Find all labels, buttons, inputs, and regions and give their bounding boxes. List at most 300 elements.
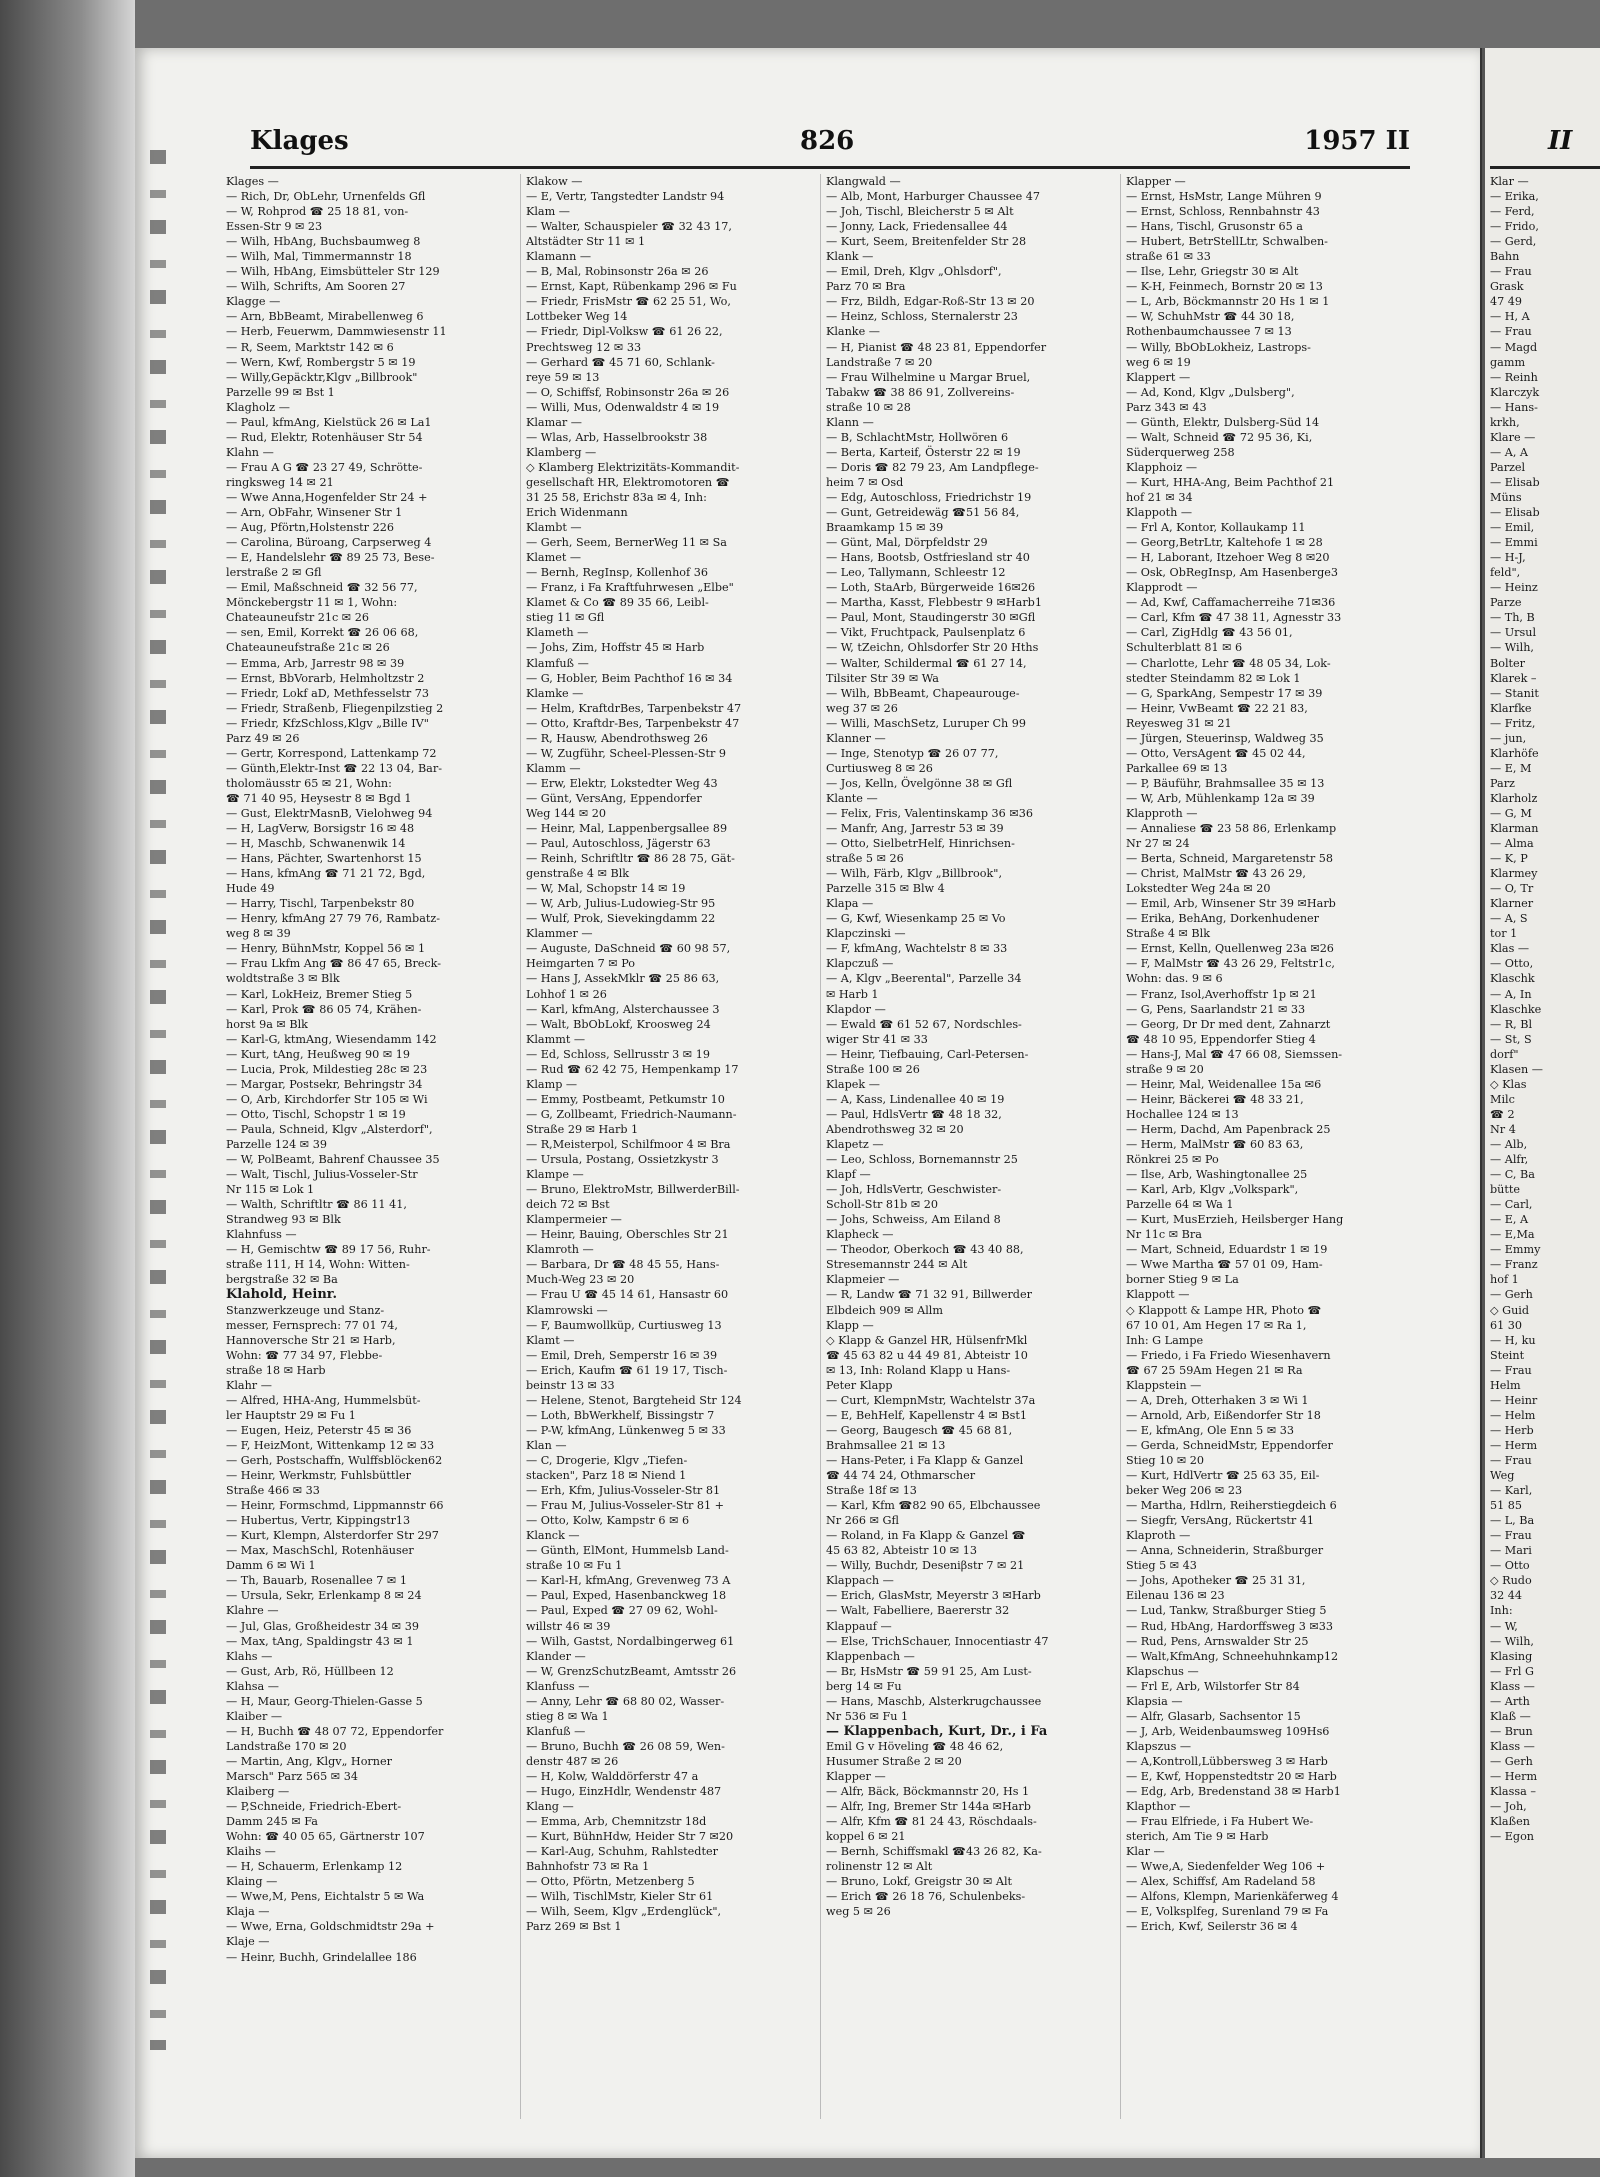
directory-entry-line: Lohhof 1 ✉ 26 [526,987,607,1001]
directory-entry-line: Klanck — [526,1529,580,1543]
directory-entry-line: — Erich, GlasMstr, Meyerstr 3 ✉Harb [826,1589,1041,1603]
directory-entry-line: — Friedr, Straßenb, Fliegenpilzstieg 2 [226,701,444,715]
page-header [250,126,1410,169]
directory-entry-line: Much-Weg 23 ✉ 20 [526,1273,635,1287]
directory-entry-line: — Edg, Autoschloss, Friedrichstr 19 [826,490,1032,504]
directory-entry-line: — Kurt, Seem, Breitenfelder Str 28 [826,235,1027,249]
directory-entry-line: — Carl, ZigHdlg ☎ 43 56 01, [1126,626,1293,640]
directory-entry-line: — Wulf, Prok, Sievekingdamm 22 [526,912,716,926]
directory-entry-line: — Frau Lkfm Ang ☎ 86 47 65, Breck- [226,957,442,971]
directory-entry-line: ☎ 44 74 24, Othmarscher [826,1469,976,1483]
directory-entry-line: straße 5 ✉ 26 [826,852,904,866]
directory-entry-line: Schulterblatt 81 ✉ 6 [1126,641,1243,655]
directory-entry-line: — Walt, Tischl, Julius-Vosseler-Str [226,1168,418,1182]
directory-entry-line: Bahnhofstr 73 ✉ Ra 1 [526,1860,650,1874]
directory-entry-line: — Friedr, KfzSchloss,Klgv „Bille IV" [226,716,429,730]
directory-entry-line: 31 25 58, Erichstr 83a ✉ 4, Inh: [526,490,707,504]
directory-entry-line: — Hubert, BetrStellLtr, Schwalben- [1126,235,1328,249]
directory-entry-line: — Martin, Ang, Klgv„ Horner [226,1754,392,1768]
directory-entry-line: Klappstein — [1126,1378,1202,1392]
directory-entry-line: Erich Widenmann [526,506,628,520]
directory-entry-line: Husumer Straße 2 ✉ 20 [826,1754,962,1768]
directory-entry-line: Wohn: ☎ 40 05 65, Gärtnerstr 107 [226,1830,425,1844]
directory-entry-line: — Helene, Stenot, Bargteheid Str 124 [526,1393,742,1407]
directory-entry-line: — F, MalMstr ☎ 43 26 29, Feltstr1c, [1126,957,1335,971]
directory-entry-line: — Jul, Glas, Großheidestr 34 ✉ 39 [226,1619,419,1633]
facing-page-entry-line: — Alma [1490,837,1534,851]
directory-entry-line: — Paul, kfmAng, Kielstück 26 ✉ La1 [226,415,432,429]
facing-page-entry-line: — E,Ma [1490,1228,1535,1242]
directory-entry-line: Klapthor — [1126,1800,1191,1814]
directory-entry-line: — Günth,Elektr-Inst ☎ 22 13 04, Bar- [226,761,442,775]
directory-entry-line: — Christ, MalMstr ☎ 43 26 29, [1126,867,1306,881]
directory-entry-line: — Hugo, EinzHdlr, Wendenstr 487 [526,1785,722,1799]
directory-entry-line: — Roland, in Fa Klapp & Ganzel ☎ [826,1529,1026,1543]
facing-page-entry-line: — Carl, [1490,1198,1533,1212]
facing-page-entry-line: gamm [1490,355,1526,369]
directory-entry-line: — Frau Elfriede, i Fa Hubert We- [1126,1815,1314,1829]
directory-entry-line: — Wwe,M, Pens, Eichtalstr 5 ✉ Wa [226,1890,425,1904]
directory-entry-line: Straße 29 ✉ Harb 1 [526,1122,639,1136]
facing-page-entry-line: Klarmey [1490,867,1538,881]
directory-entry-line: Klappenbach — [826,1649,915,1663]
facing-page-entry-line: dorf" [1490,1047,1519,1061]
facing-page-entry-line: — Herb [1490,1423,1534,1437]
facing-page-entry-line: Klassa – [1490,1785,1536,1799]
directory-entry-line: ler Hauptstr 29 ✉ Fu 1 [226,1408,356,1422]
directory-entry-line: — Otto, Kraftdr-Bes, Tarpenbekstr 47 [526,716,740,730]
facing-page-entry-line: Klass — [1490,1679,1535,1693]
directory-entry-line: Hochallee 124 ✉ 13 [1126,1107,1239,1121]
directory-entry-line: Klaje — [226,1935,270,1949]
directory-entry-line: — Manfr, Ang, Jarrestr 53 ✉ 39 [826,822,1004,836]
directory-entry-line: Landstraße 170 ✉ 20 [226,1739,347,1753]
facing-page-entry-line: 61 30 [1490,1318,1523,1332]
facing-page-entry-line: ◇ Klas [1490,1077,1527,1091]
directory-entry-line: — P,Schneide, Friedrich-Ebert- [226,1800,402,1814]
directory-entry-line: Klank — [826,250,874,264]
directory-column-3 [826,174,1114,2119]
directory-entry-line: — Anny, Lehr ☎ 68 80 02, Wasser- [526,1694,725,1708]
directory-entry-line: — Kurt, Klempn, Alsterdorfer Str 297 [226,1529,439,1543]
directory-entry-line: ◇ Klamberg Elektrizitäts-Kommandit- [526,460,740,474]
directory-entry-line: — Frl E, Arb, Wilstorfer Str 84 [1126,1679,1300,1693]
directory-entry-line: — Bruno, Lokf, Greigstr 30 ✉ Alt [826,1875,1013,1889]
directory-entry-line: Klamar — [526,415,582,429]
directory-entry-line: — Helm, KraftdrBes, Tarpenbekstr 47 [526,701,742,715]
facing-page-entry-line: Klaschk [1490,972,1535,986]
scan-background-left [0,0,135,2177]
directory-entry-line: Damm 245 ✉ Fa [226,1815,318,1829]
directory-entry-line: messer, Fernsprech: 77 01 74, [226,1318,398,1332]
facing-page-entry-line: bütte [1490,1183,1520,1197]
directory-entry-line: — Else, TrichSchauer, Innocentiastr 47 [826,1634,1049,1648]
directory-entry-line: — B, Mal, Robinsonstr 26a ✉ 26 [526,265,709,279]
directory-entry-line: Lokstedter Weg 24a ✉ 20 [1126,882,1271,896]
facing-page-entry-line: Klaß — [1490,1709,1531,1723]
directory-entry-line: — Jürgen, Steuerinsp, Waldweg 35 [1126,731,1324,745]
facing-page-entry-line: 32 44 [1490,1589,1523,1603]
directory-entry-line: — Walter, Schildermal ☎ 61 27 14, [826,656,1027,670]
directory-entry-line: — Ernst, Kapt, Rübenkamp 296 ✉ Fu [526,280,737,294]
directory-entry-line: bergstraße 32 ✉ Ba [226,1273,338,1287]
directory-entry-line: Klapczinski — [826,927,906,941]
directory-entry-line: — Otto, VersAgent ☎ 45 02 44, [1126,746,1306,760]
facing-page-entry-line: — E, A [1490,1213,1529,1227]
facing-page-entry-line: — A, In [1490,987,1532,1001]
directory-entry-line: Parz 70 ✉ Bra [826,280,906,294]
directory-entry-line: weg 6 ✉ 19 [1126,355,1191,369]
directory-entry-line: Elbdeich 909 ✉ Allm [826,1303,943,1317]
directory-entry-line: Klaihs — [226,1845,276,1859]
directory-entry-line: — Herm, MalMstr ☎ 60 83 63, [1126,1138,1304,1151]
directory-entry-line: — Ernst, BbVorarb, Helmholtzstr 2 [226,671,425,685]
directory-entry-line: Heimgarten 7 ✉ Po [526,957,636,971]
directory-entry-line: Straße 100 ✉ 26 [826,1062,920,1076]
directory-entry-line: — Wwe, Erna, Goldschmidtstr 29a + [226,1920,435,1934]
directory-entry-line: — Paul, Autoschloss, Jägerstr 63 [526,837,711,851]
facing-page-entry-line: — K, P [1490,852,1528,866]
facing-page-entry-line: — St, S [1490,1032,1532,1046]
facing-page-entry-line: — W, [1490,1619,1518,1633]
directory-entry-line: Klang — [526,1800,574,1814]
facing-page-entry-line: — R, Bl [1490,1017,1533,1031]
directory-entry-line: — Wlas, Arb, Hasselbrookstr 38 [526,430,708,444]
directory-entry-line: — Heinr, Tiefbauing, Carl-Petersen- [826,1047,1029,1061]
facing-page-entry-line: Weg [1490,1469,1515,1483]
directory-entry-line: — Wilh, BbBeamt, Chapeaurouge- [826,686,1020,700]
directory-entry-line: — Hubertus, Vertr, Kippingstr13 [226,1514,411,1528]
directory-entry-line: — Emma, Arb, Chemnitzstr 18d [526,1815,707,1829]
directory-entry-line: — Mart, Schneid, Eduardstr 1 ✉ 19 [1126,1243,1328,1257]
directory-entry-line: denstr 487 ✉ 26 [526,1754,619,1768]
facing-page-entry-line: ◇ Guid [1490,1303,1530,1317]
directory-entry-line: — Heinz, Schloss, Sternalerstr 23 [826,310,1018,324]
facing-page-entry-line: — H, A [1490,310,1530,324]
facing-page-entry-line: Bolter [1490,656,1525,670]
directory-entry-line: Klander — [526,1649,586,1663]
directory-entry-line: — Lucia, Prok, Mildestieg 28c ✉ 23 [226,1062,428,1076]
directory-entry-line: — Friedo, i Fa Friedo Wiesenhavern [1126,1348,1331,1362]
directory-entry-line: — K-H, Feinmech, Bornstr 20 ✉ 13 [1126,280,1323,294]
directory-entry-line: — H, Maschb, Schwanenwik 14 [226,837,406,851]
directory-entry-line: — Wilh, Schrifts, Am Sooren 27 [226,280,406,294]
directory-entry-line: — Wwe Martha ☎ 57 01 09, Ham- [1126,1258,1323,1272]
directory-entry-line: — Kurt, BühnHdw, Heider Str 7 ✉20 [526,1830,734,1844]
directory-entry-line: Klapszus — [1126,1739,1192,1753]
directory-entry-line: — Charlotte, Lehr ☎ 48 05 34, Lok- [1126,656,1331,670]
facing-page-entry-line: Klasen — [1490,1062,1543,1076]
directory-entry-line: Klapheck — [826,1228,894,1242]
facing-page-entry-line: — C, Ba [1490,1168,1535,1182]
directory-entry-line: — A, Klgv „Beerental", Parzelle 34 [826,972,1022,986]
directory-entry-line: reye 59 ✉ 13 [526,370,600,384]
directory-entry-line: deich 72 ✉ Bst [526,1198,610,1212]
directory-entry-line: — Johs, Zim, Hoffstr 45 ✉ Harb [526,641,705,655]
facing-page-entry-line: Klas — [1490,942,1530,956]
directory-entry-line: ☎ 48 10 95, Eppendorfer Stieg 4 [1126,1032,1316,1046]
directory-entry-line: — Willy, Buchdr, Deseniβstr 7 ✉ 21 [826,1559,1025,1573]
directory-entry-line: Klaing — [226,1875,278,1889]
directory-entry-line: woldtstraße 3 ✉ Blk [226,972,340,986]
directory-entry-line: Klamke — [526,686,584,700]
directory-entry-line: — Heinr, Mal, Lappenbergsallee 89 [526,822,728,836]
directory-entry-line: — Günth, Elektr, Dulsberg-Süd 14 [1126,415,1320,429]
directory-entry-line: — Frau M, Julius-Vosseler-Str 81 + [526,1499,725,1513]
directory-entry-line: — W, Arb, Mühlenkamp 12a ✉ 39 [1126,791,1315,805]
directory-entry-line: Klappott — [1126,1288,1190,1302]
facing-page-column [1490,174,1600,2119]
directory-entry-line: — Osk, ObRegInsp, Am Hasenberge3 [1126,566,1338,580]
directory-entry-line: stieg 11 ✉ Gfl [526,611,605,625]
facing-page-entry-line: ☎ 2 [1490,1107,1515,1121]
directory-entry-line: — Erw, Elektr, Lokstedter Weg 43 [526,776,718,790]
directory-entry-line: — Erich ☎ 26 18 76, Schulenbeks- [826,1890,1026,1904]
directory-entry-line: — Alex, Schiffsf, Am Radeland 58 [1126,1875,1316,1889]
directory-entry-line: — Alfr, Kfm ☎ 81 24 43, Röschdaals- [826,1815,1037,1829]
directory-entry-line: — Gerh, Seem, BernerWeg 11 ✉ Sa [526,536,727,550]
directory-entry-line: — O, Schiffsf, Robinsonstr 26a ✉ 26 [526,385,730,399]
directory-entry-line: Klambt — [526,521,582,535]
directory-entry-line: horst 9a ✉ Blk [226,1017,308,1031]
directory-entry-line: — Emma, Arb, Jarrestr 98 ✉ 39 [226,656,405,670]
column-divider [820,174,821,2119]
facing-page-entry-line: — Gerd, [1490,235,1537,249]
directory-entry-line: — J, Arb, Weidenbaumsweg 109Hs6 [1126,1724,1330,1738]
directory-entry-line: — Berta, Schneid, Margaretenstr 58 [1126,852,1333,866]
directory-entry-line: Klahnfuss — [226,1228,297,1242]
directory-entry-line: — Hans, Maschb, Alsterkrugchaussee [826,1694,1042,1708]
directory-entry-line: ◇ Klappott & Lampe HR, Photo ☎ [1126,1303,1322,1317]
directory-entry-line: — Erika, BehAng, Dorkenhudener [1126,912,1320,926]
directory-entry-line: — Arn, ObFahr, Winsener Str 1 [226,506,403,520]
facing-page-entry-line: Klass — [1490,1739,1535,1753]
directory-entry-line: Klann — [826,415,874,429]
facing-page-entry-line: Bahn [1490,250,1520,264]
directory-entry-line: — Günt, Mal, Dörpfeldstr 29 [826,536,988,550]
directory-entry-line: koppel 6 ✉ 21 [826,1830,906,1844]
directory-entry-line: — W, Rohprod ☎ 25 18 81, von- [226,205,409,219]
facing-page-entry-line: — Frau [1490,325,1532,339]
directory-entry-line: Nr 115 ✉ Lok 1 [226,1183,315,1197]
directory-entry-line: — Siegfr, VersAng, Rückertstr 41 [1126,1514,1314,1528]
directory-entry-line: — W, PolBeamt, Bahrenf Chaussee 35 [226,1153,440,1167]
directory-entry-line: straße 18 ✉ Harb [226,1363,326,1377]
binding-edge [150,150,166,2050]
directory-entry-line: Klagge — [226,295,281,309]
directory-entry-line: 67 10 01, Am Hegen 17 ✉ Ra 1, [1126,1318,1307,1332]
directory-entry-line: — Wilh, Gastst, Nordalbingerweg 61 [526,1634,735,1648]
facing-page-entry-line: — Ferd, [1490,205,1535,219]
directory-entry-line: — Auguste, DaSchneid ☎ 60 98 57, [526,942,731,956]
directory-entry-line: — Kurt, HdlVertr ☎ 25 63 35, Eil- [1126,1469,1320,1483]
directory-entry-line: 45 63 82, Abteistr 10 ✉ 13 [826,1544,977,1558]
directory-entry-line: — H, Schauerm, Erlenkamp 12 [226,1860,403,1874]
directory-entry-line: — H, Laborant, Itzehoer Weg 8 ✉20 [1126,551,1330,565]
directory-entry-line: — Arnold, Arb, Eißendorfer Str 18 [1126,1408,1321,1422]
directory-entry-line: Süderquerweg 258 [1126,445,1235,459]
facing-page-entry-line: — Otto [1490,1559,1530,1573]
directory-entry-line: — Karl, LokHeiz, Bremer Stieg 5 [226,987,413,1001]
directory-entry-line: — Wilh, HbAng, Buchsbaumweg 8 [226,235,421,249]
directory-entry-line: Klamroth — [526,1243,594,1257]
directory-entry-line: — Max, MaschSchl, Rotenhäuser [226,1544,414,1558]
directory-entry-line: rolinenstr 12 ✉ Alt [826,1860,933,1874]
directory-entry-line: beinstr 13 ✉ 33 [526,1378,615,1392]
directory-entry-line: — Otto, Kolw, Kampstr 6 ✉ 6 [526,1514,690,1528]
facing-page-entry-line: tor 1 [1490,927,1518,941]
facing-page-entry-line: krkh, [1490,415,1520,429]
directory-entry-line: — G, Pens, Saarlandstr 21 ✉ 33 [1126,1002,1306,1016]
directory-entry-line: Rönkrei 25 ✉ Po [1126,1153,1219,1167]
facing-page-entry-line: — Wilh, [1490,641,1534,655]
directory-entry-line: Chateauneufstr 21c ✉ 26 [226,611,369,625]
directory-entry-line: Klapprodt — [1126,581,1198,595]
directory-entry-line: — E, Handelslehr ☎ 89 25 73, Bese- [226,551,435,565]
facing-page-entry-line: — Hans- [1490,400,1538,414]
directory-entry-line: — P, Bäuführ, Brahmsallee 35 ✉ 13 [1126,776,1325,790]
directory-entry-line: — Gust, ElektrMasnB, Vielohweg 94 [226,806,433,820]
facing-page-entry-line: Klaschke [1490,1002,1542,1016]
directory-entry-line: weg 5 ✉ 26 [826,1905,891,1919]
directory-entry-line: — Kurt, HHA-Ang, Beim Pachthof 21 [1126,475,1335,489]
directory-entry-line: — Otto, SielbetrHelf, Hinrichsen- [826,837,1015,851]
column-divider [1120,174,1121,2119]
directory-entry-line: Klappauf — [826,1619,892,1633]
directory-entry-line: — Günt, VersAng, Eppendorfer [526,791,702,805]
directory-entry-line: — Rud, HbAng, Hardorffsweg 3 ✉33 [1126,1619,1334,1633]
directory-entry-line: — Rud, Elektr, Rotenhäuser Str 54 [226,430,423,444]
directory-entry-line: Klamp — [526,1077,578,1091]
facing-page-entry-line: — Th, B [1490,611,1535,625]
directory-entry-line: — Walt,KfmAng, Schneehuhnkamp12 [1126,1649,1339,1663]
directory-entry-line: sterich, Am Tie 9 ✉ Harb [1126,1830,1269,1844]
directory-entry-line: — G, SparkAng, Sempestr 17 ✉ 39 [1126,686,1323,700]
directory-entry-line: — W, Arb, Julius-Ludowieg-Str 95 [526,897,716,911]
directory-entry-line: Klampermeier — [526,1213,622,1227]
directory-entry-line: ◇ Klapp & Ganzel HR, HülsenfrMkl [826,1333,1028,1347]
directory-entry-line: — Frz, Bildh, Edgar-Roß-Str 13 ✉ 20 [826,295,1035,309]
directory-entry-line: Parzelle 124 ✉ 39 [226,1138,327,1151]
facing-page-entry-line: — L, Ba [1490,1514,1535,1528]
directory-entry-line: Scholl-Str 81b ✉ 20 [826,1198,938,1212]
directory-entry-line: Abendrothsweg 32 ✉ 20 [826,1122,964,1136]
facing-page-entry-line: — Heinr [1490,1393,1538,1407]
directory-entry-line: — Wilh, Seem, Klgv „Erdenglück", [526,1905,722,1919]
facing-page-entry-line: — Arth [1490,1694,1530,1708]
directory-entry-line: — Paul, Exped, Hasenbanckweg 18 [526,1589,727,1603]
directory-entry-line: — Annaliese ☎ 23 58 86, Erlenkamp [1126,822,1337,836]
directory-entry-line: Klapp — [826,1318,874,1332]
directory-entry-line: — Frau U ☎ 45 14 61, Hansastr 60 [526,1288,729,1302]
directory-entry-line: Klahre — [226,1604,279,1618]
facing-page-entry-line: — Frau [1490,1453,1532,1467]
facing-page-entry-line: — A, A [1490,445,1529,459]
directory-entry-line: — Hans-Peter, i Fa Klapp & Ganzel [826,1453,1024,1467]
directory-entry-line: Tabakw ☎ 38 86 91, Zollvereins- [826,385,1015,399]
facing-page-entry-line: Klar — [1490,175,1529,188]
facing-page-entry-line: Helm [1490,1378,1521,1392]
directory-entry-line: — Theodor, Oberkoch ☎ 43 40 88, [826,1243,1024,1257]
facing-page-entry-line: hof 1 [1490,1273,1519,1287]
directory-entry-line: Klagholz — [226,400,290,414]
directory-entry-line: — Frau Wilhelmine u Margar Bruel, [826,370,1031,384]
facing-page-entry-line: Milc [1490,1092,1515,1106]
facing-page-entry-line: Klarek – [1490,671,1537,685]
directory-entry-line: — W, tZeichn, Ohlsdorfer Str 20 Hths [826,641,1039,655]
directory-entry-line: — Bernh, Schiffsmakl ☎43 26 82, Ka- [826,1845,1042,1859]
directory-entry-line: — Herb, Feuerwm, Dammwiesenstr 11 [226,325,447,339]
directory-entry-line: — Emmy, Postbeamt, Petkumstr 10 [526,1092,725,1106]
directory-entry-line: — G, Zollbeamt, Friedrich-Naumann- [526,1107,737,1121]
directory-entry-line: — Wilh, HbAng, Eimsbütteler Str 129 [226,265,440,279]
directory-entry-line: Klamann — [526,250,592,264]
directory-entry-line: — Bernh, RegInsp, Kollenhof 36 [526,566,708,580]
directory-entry-line: — W, GrenzSchutzBeamt, Amtsstr 26 [526,1664,737,1678]
directory-entry-line: Klaja — [226,1905,270,1919]
directory-entry-line: — W, SchuhMstr ☎ 44 30 18, [1126,310,1295,324]
directory-entry-line: — Karl-H, kfmAng, Grevenweg 73 A [526,1574,731,1588]
directory-entry-line: — Heinr, Werkmstr, Fuhlsbüttler [226,1469,411,1483]
directory-column-2 [526,174,814,2119]
directory-entry-line: — E, Kwf, Hoppenstedtstr 20 ✉ Harb [1126,1769,1337,1783]
facing-page-entry-line: — Franz [1490,1258,1538,1272]
directory-entry-line: — Emil, Dreh, Klgv „Ohlsdorf", [826,265,1002,279]
directory-entry-line: — Frau A G ☎ 23 27 49, Schrötte- [226,460,423,474]
directory-entry-line: — Rud, Pens, Arnswalder Str 25 [1126,1634,1309,1648]
directory-entry-line: Klapphoiz — [1126,460,1198,474]
directory-entry-line: Klahsa — [226,1679,279,1693]
directory-entry-line: — R,Meisterpol, Schilfmoor 4 ✉ Bra [526,1138,731,1151]
directory-entry-line: — Ad, Kwf, Caffamacherreihe 71✉36 [1126,596,1336,610]
directory-entry-line: — Friedr, Lokf aD, Methfesselstr 73 [226,686,430,700]
directory-entry-line: — Loth, StaArb, Bürgerweide 16✉26 [826,581,1036,595]
directory-entry-line: — A, Dreh, Otterhaken 3 ✉ Wi 1 [1126,1393,1309,1407]
facing-page-entry-line: Parzel [1490,460,1526,474]
directory-entry-line: — Lud, Tankw, Straßburger Stieg 5 [1126,1604,1327,1618]
directory-entry-line: Straße 4 ✉ Blk [1126,927,1211,941]
directory-entry-line: — H, Gemischtw ☎ 89 17 56, Ruhr- [226,1243,431,1257]
directory-entry-line: Klaiberg — [226,1785,290,1799]
directory-entry-line: — Anna, Schneiderin, Straßburger [1126,1544,1324,1558]
facing-page-entry-line: — Heinz [1490,581,1538,595]
directory-entry-line: Mönckebergstr 11 ✉ 1, Wohn: [226,596,398,610]
directory-entry-line: Klammer — [526,927,593,941]
directory-entry-line: — Th, Bauarb, Rosenallee 7 ✉ 1 [226,1574,407,1588]
directory-entry-line: — Hans, Tischl, Grusonstr 65 a [1126,220,1303,234]
directory-entry-line: straße 61 ✉ 33 [1126,250,1211,264]
facing-page-entry-line: — Alfr, [1490,1153,1529,1167]
directory-entry-line: Altstädter Str 11 ✉ 1 [526,235,646,249]
directory-entry-line: — Walt, BbObLokf, Kroosweg 24 [526,1017,711,1031]
directory-entry-line: Stanzwerkzeuge und Stanz- [226,1303,385,1317]
facing-page-entry-line: — Reinh [1490,370,1538,384]
directory-entry-line: — R, Seem, Marktstr 142 ✉ 6 [226,340,394,354]
directory-entry-line: — Wwe,A, Siedenfelder Weg 106 + [1126,1860,1326,1874]
directory-entry-line: Klaproth — [1126,1529,1191,1543]
directory-entry-line: — Friedr, FrisMstr ☎ 62 25 51, Wo, [526,295,731,309]
directory-entry-line: Damm 6 ✉ Wi 1 [226,1559,316,1573]
directory-entry-line: — Margar, Postsekr, Behringstr 34 [226,1077,423,1091]
directory-entry-line: — Walth, Schriftltr ☎ 86 11 41, [226,1198,407,1212]
directory-entry-line: straße 10 ✉ Fu 1 [526,1559,623,1573]
directory-entry-line: — Jos, Kelln, Övelgönne 38 ✉ Gfl [826,776,1013,790]
directory-entry-line: Klamrowski — [526,1303,608,1317]
directory-entry-line: Parkallee 69 ✉ 13 [1126,761,1228,775]
directory-entry-line: ☎ 67 25 59Am Hegen 21 ✉ Ra [1126,1363,1303,1377]
facing-page-entry-line: Klarhöfe [1490,746,1539,760]
directory-entry-line: stieg 8 ✉ Wa 1 [526,1709,609,1723]
